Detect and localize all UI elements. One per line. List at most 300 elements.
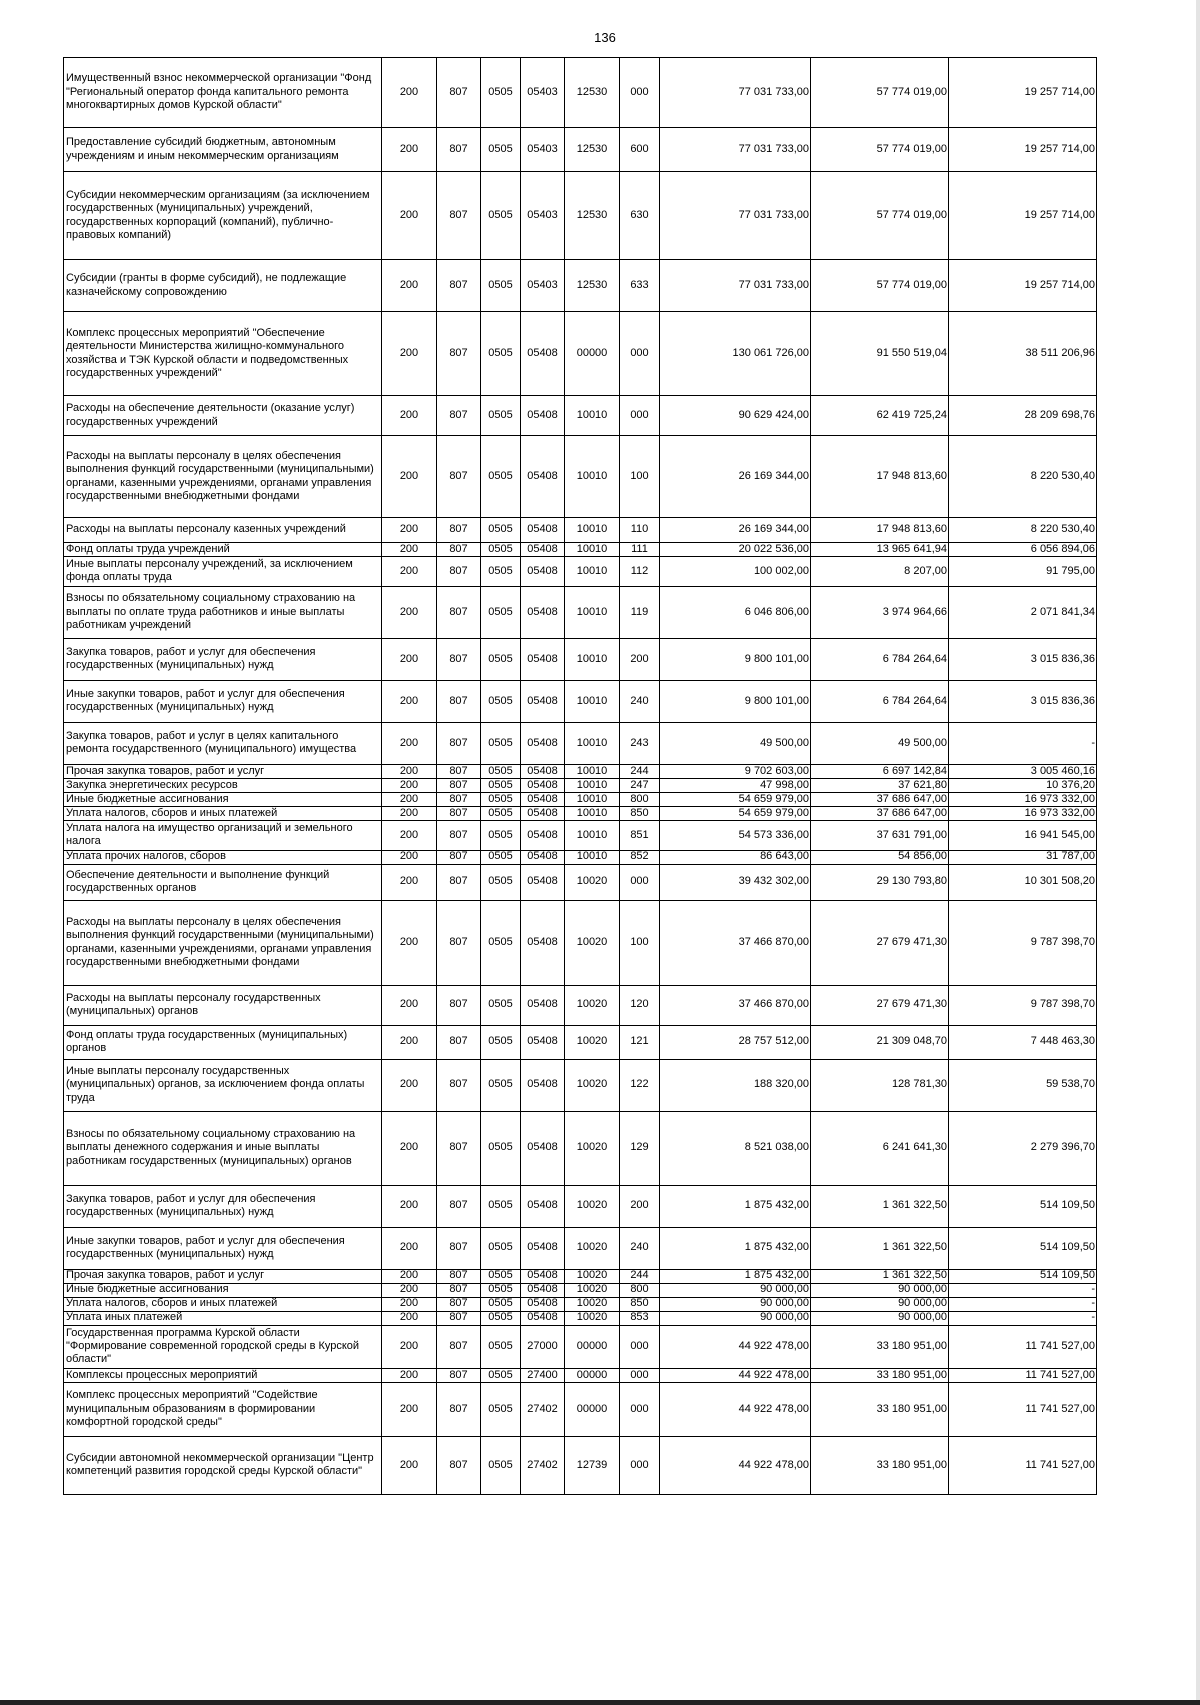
amount-cell: 1 361 322,50 bbox=[811, 1227, 949, 1269]
amount-cell: 90 000,00 bbox=[660, 1297, 811, 1311]
code-cell: 200 bbox=[382, 396, 437, 436]
table-row bbox=[64, 128, 1097, 172]
code-cell: 05408 bbox=[521, 778, 565, 792]
code-cell: 10020 bbox=[565, 1185, 620, 1227]
code-cell: 200 bbox=[382, 764, 437, 778]
code-cell: 850 bbox=[620, 1297, 660, 1311]
code-cell: 200 bbox=[382, 557, 437, 587]
code-cell: 10020 bbox=[565, 1283, 620, 1297]
code-cell: 0505 bbox=[481, 543, 521, 557]
amount-cell: 16 941 545,00 bbox=[949, 820, 1097, 850]
code-cell: 10020 bbox=[565, 1311, 620, 1325]
table-row bbox=[64, 820, 1097, 850]
code-cell: 200 bbox=[382, 436, 437, 518]
code-cell: 05408 bbox=[521, 557, 565, 587]
table-row bbox=[64, 900, 1097, 985]
code-cell: 00000 bbox=[565, 1382, 620, 1436]
code-cell: 10010 bbox=[565, 722, 620, 764]
table-row bbox=[64, 543, 1097, 557]
row-name-cell: Уплата налогов, сборов и иных платежей bbox=[64, 1297, 382, 1311]
code-cell: 0505 bbox=[481, 586, 521, 638]
amount-cell: 57 774 019,00 bbox=[811, 172, 949, 260]
amount-cell: 77 031 733,00 bbox=[660, 172, 811, 260]
code-cell: 10010 bbox=[565, 396, 620, 436]
table-row bbox=[64, 1382, 1097, 1436]
code-cell: 200 bbox=[382, 1227, 437, 1269]
code-cell: 05408 bbox=[521, 764, 565, 778]
amount-cell: 19 257 714,00 bbox=[949, 128, 1097, 172]
code-cell: 00000 bbox=[565, 312, 620, 396]
code-cell: 200 bbox=[382, 1325, 437, 1368]
row-name-cell: Иные бюджетные ассигнования bbox=[64, 792, 382, 806]
code-cell: 05408 bbox=[521, 1025, 565, 1059]
row-name-cell: Закупка товаров, работ и услуг для обеспечения государственных (муниципальных) нужд bbox=[64, 638, 382, 680]
code-cell: 0505 bbox=[481, 850, 521, 864]
table-row bbox=[64, 172, 1097, 260]
code-cell: 000 bbox=[620, 1382, 660, 1436]
code-cell: 05408 bbox=[521, 680, 565, 722]
amount-cell: 28 757 512,00 bbox=[660, 1025, 811, 1059]
code-cell: 0505 bbox=[481, 985, 521, 1025]
code-cell: 807 bbox=[437, 1227, 481, 1269]
code-cell: 0505 bbox=[481, 900, 521, 985]
code-cell: 05403 bbox=[521, 128, 565, 172]
code-cell: 05408 bbox=[521, 900, 565, 985]
code-cell: 0505 bbox=[481, 557, 521, 587]
amount-cell: 9 800 101,00 bbox=[660, 638, 811, 680]
amount-cell: 9 702 603,00 bbox=[660, 764, 811, 778]
amount-cell: 11 741 527,00 bbox=[949, 1325, 1097, 1368]
table-row bbox=[64, 1227, 1097, 1269]
row-name-cell: Иные выплаты персоналу государственных (муниципальных) органов, за исключением фонда оплаты труда bbox=[64, 1059, 382, 1111]
code-cell: 243 bbox=[620, 722, 660, 764]
amount-cell: 37 631 791,00 bbox=[811, 820, 949, 850]
code-cell: 807 bbox=[437, 1368, 481, 1382]
amount-cell: - bbox=[949, 722, 1097, 764]
amount-cell: 59 538,70 bbox=[949, 1059, 1097, 1111]
code-cell: 00000 bbox=[565, 1325, 620, 1368]
amount-cell: 38 511 206,96 bbox=[949, 312, 1097, 396]
code-cell: 10010 bbox=[565, 680, 620, 722]
amount-cell: 6 784 264,64 bbox=[811, 638, 949, 680]
code-cell: 0505 bbox=[481, 820, 521, 850]
code-cell: 10010 bbox=[565, 543, 620, 557]
row-name-cell: Уплата иных платежей bbox=[64, 1311, 382, 1325]
code-cell: 10020 bbox=[565, 864, 620, 900]
amount-cell: - bbox=[949, 1311, 1097, 1325]
amount-cell: 86 643,00 bbox=[660, 850, 811, 864]
code-cell: 0505 bbox=[481, 1368, 521, 1382]
code-cell: 112 bbox=[620, 557, 660, 587]
amount-cell: 16 973 332,00 bbox=[949, 792, 1097, 806]
code-cell: 630 bbox=[620, 172, 660, 260]
amount-cell: 37 466 870,00 bbox=[660, 985, 811, 1025]
code-cell: 129 bbox=[620, 1111, 660, 1185]
code-cell: 800 bbox=[620, 792, 660, 806]
code-cell: 200 bbox=[382, 260, 437, 312]
code-cell: 10010 bbox=[565, 792, 620, 806]
code-cell: 800 bbox=[620, 1283, 660, 1297]
code-cell: 807 bbox=[437, 820, 481, 850]
code-cell: 27402 bbox=[521, 1436, 565, 1494]
code-cell: 05408 bbox=[521, 518, 565, 543]
code-cell: 200 bbox=[382, 1185, 437, 1227]
code-cell: 807 bbox=[437, 518, 481, 543]
amount-cell: 6 056 894,06 bbox=[949, 543, 1097, 557]
table-row bbox=[64, 586, 1097, 638]
code-cell: 600 bbox=[620, 128, 660, 172]
amount-cell: 16 973 332,00 bbox=[949, 806, 1097, 820]
code-cell: 807 bbox=[437, 128, 481, 172]
code-cell: 807 bbox=[437, 806, 481, 820]
row-name-cell: Государственная программа Курской области "Формирование современной городской среды в Курской области" bbox=[64, 1325, 382, 1368]
code-cell: 10010 bbox=[565, 586, 620, 638]
code-cell: 807 bbox=[437, 260, 481, 312]
code-cell: 807 bbox=[437, 1382, 481, 1436]
code-cell: 05408 bbox=[521, 850, 565, 864]
code-cell: 05408 bbox=[521, 864, 565, 900]
amount-cell: 1 361 322,50 bbox=[811, 1269, 949, 1283]
row-name-cell: Закупка энергетических ресурсов bbox=[64, 778, 382, 792]
table-row bbox=[64, 1111, 1097, 1185]
code-cell: 200 bbox=[382, 586, 437, 638]
row-name-cell: Расходы на выплаты персоналу в целях обеспечения выполнения функций государственными (муниципальными) органами, казенными учреждениями, органами управления государственными внебюджетными фондами bbox=[64, 436, 382, 518]
code-cell: 0505 bbox=[481, 172, 521, 260]
amount-cell: 6 046 806,00 bbox=[660, 586, 811, 638]
code-cell: 0505 bbox=[481, 518, 521, 543]
table-row bbox=[64, 436, 1097, 518]
code-cell: 200 bbox=[382, 518, 437, 543]
code-cell: 12530 bbox=[565, 58, 620, 128]
code-cell: 0505 bbox=[481, 1297, 521, 1311]
code-cell: 0505 bbox=[481, 260, 521, 312]
code-cell: 807 bbox=[437, 58, 481, 128]
code-cell: 0505 bbox=[481, 1382, 521, 1436]
table-row bbox=[64, 850, 1097, 864]
code-cell: 10010 bbox=[565, 778, 620, 792]
code-cell: 200 bbox=[382, 985, 437, 1025]
row-name-cell: Обеспечение деятельности и выполнение функций государственных органов bbox=[64, 864, 382, 900]
amount-cell: 3 015 836,36 bbox=[949, 638, 1097, 680]
code-cell: 200 bbox=[382, 172, 437, 260]
row-name-cell: Комплексы процессных мероприятий bbox=[64, 1368, 382, 1382]
code-cell: 05408 bbox=[521, 985, 565, 1025]
amount-cell: 10 301 508,20 bbox=[949, 864, 1097, 900]
code-cell: 200 bbox=[382, 1269, 437, 1283]
code-cell: 807 bbox=[437, 1311, 481, 1325]
amount-cell: 37 686 647,00 bbox=[811, 806, 949, 820]
amount-cell: 3 005 460,16 bbox=[949, 764, 1097, 778]
code-cell: 200 bbox=[382, 792, 437, 806]
code-cell: 0505 bbox=[481, 764, 521, 778]
code-cell: 200 bbox=[382, 820, 437, 850]
code-cell: 10010 bbox=[565, 820, 620, 850]
code-cell: 240 bbox=[620, 680, 660, 722]
code-cell: 200 bbox=[382, 1059, 437, 1111]
amount-cell: 90 000,00 bbox=[811, 1297, 949, 1311]
code-cell: 000 bbox=[620, 1436, 660, 1494]
amount-cell: 33 180 951,00 bbox=[811, 1436, 949, 1494]
row-name-cell: Прочая закупка товаров, работ и услуг bbox=[64, 1269, 382, 1283]
code-cell: 000 bbox=[620, 1368, 660, 1382]
amount-cell: 8 521 038,00 bbox=[660, 1111, 811, 1185]
table-row bbox=[64, 1368, 1097, 1382]
amount-cell: 77 031 733,00 bbox=[660, 58, 811, 128]
table-row bbox=[64, 806, 1097, 820]
amount-cell: 7 448 463,30 bbox=[949, 1025, 1097, 1059]
amount-cell: 44 922 478,00 bbox=[660, 1325, 811, 1368]
amount-cell: 47 998,00 bbox=[660, 778, 811, 792]
amount-cell: 90 000,00 bbox=[811, 1311, 949, 1325]
amount-cell: 1 875 432,00 bbox=[660, 1185, 811, 1227]
code-cell: 05408 bbox=[521, 792, 565, 806]
code-cell: 05408 bbox=[521, 1227, 565, 1269]
table-row bbox=[64, 1269, 1097, 1283]
code-cell: 27402 bbox=[521, 1382, 565, 1436]
amount-cell: 19 257 714,00 bbox=[949, 260, 1097, 312]
amount-cell: 514 109,50 bbox=[949, 1227, 1097, 1269]
amount-cell: 49 500,00 bbox=[660, 722, 811, 764]
code-cell: 0505 bbox=[481, 1025, 521, 1059]
code-cell: 10010 bbox=[565, 638, 620, 680]
code-cell: 200 bbox=[382, 1311, 437, 1325]
code-cell: 000 bbox=[620, 396, 660, 436]
amount-cell: 2 279 396,70 bbox=[949, 1111, 1097, 1185]
code-cell: 200 bbox=[620, 638, 660, 680]
table-row bbox=[64, 764, 1097, 778]
amount-cell: 28 209 698,76 bbox=[949, 396, 1097, 436]
code-cell: 05408 bbox=[521, 1185, 565, 1227]
code-cell: 119 bbox=[620, 586, 660, 638]
code-cell: 0505 bbox=[481, 128, 521, 172]
amount-cell: 11 741 527,00 bbox=[949, 1368, 1097, 1382]
code-cell: 807 bbox=[437, 586, 481, 638]
code-cell: 100 bbox=[620, 900, 660, 985]
table-row bbox=[64, 1025, 1097, 1059]
amount-cell: 37 621,80 bbox=[811, 778, 949, 792]
code-cell: 121 bbox=[620, 1025, 660, 1059]
amount-cell: 44 922 478,00 bbox=[660, 1368, 811, 1382]
code-cell: 0505 bbox=[481, 1436, 521, 1494]
amount-cell: 17 948 813,60 bbox=[811, 436, 949, 518]
code-cell: 200 bbox=[382, 778, 437, 792]
code-cell: 807 bbox=[437, 722, 481, 764]
table-row bbox=[64, 722, 1097, 764]
code-cell: 200 bbox=[382, 900, 437, 985]
code-cell: 200 bbox=[382, 806, 437, 820]
budget-table bbox=[63, 57, 1097, 1495]
amount-cell: 17 948 813,60 bbox=[811, 518, 949, 543]
code-cell: 10020 bbox=[565, 900, 620, 985]
code-cell: 27400 bbox=[521, 1368, 565, 1382]
code-cell: 807 bbox=[437, 1185, 481, 1227]
row-name-cell: Комплекс процессных мероприятий "Обеспечение деятельности Министерства жилищно-коммунального хозяйства и ТЭК Курской области и подведомственных государственных учреждений" bbox=[64, 312, 382, 396]
code-cell: 0505 bbox=[481, 1111, 521, 1185]
amount-cell: 11 741 527,00 bbox=[949, 1382, 1097, 1436]
code-cell: 807 bbox=[437, 1283, 481, 1297]
amount-cell: 57 774 019,00 bbox=[811, 58, 949, 128]
code-cell: 0505 bbox=[481, 1325, 521, 1368]
code-cell: 12530 bbox=[565, 260, 620, 312]
code-cell: 200 bbox=[382, 312, 437, 396]
amount-cell: 27 679 471,30 bbox=[811, 985, 949, 1025]
code-cell: 0505 bbox=[481, 864, 521, 900]
amount-cell: 62 419 725,24 bbox=[811, 396, 949, 436]
code-cell: 807 bbox=[437, 1297, 481, 1311]
row-name-cell: Взносы по обязательному социальному страхованию на выплаты по оплате труда работников и иные выплаты работникам учреждений bbox=[64, 586, 382, 638]
row-name-cell: Субсидии автономной некоммерческой организации "Центр компетенций развития городской среды Курской области" bbox=[64, 1436, 382, 1494]
row-name-cell: Закупка товаров, работ и услуг в целях капитального ремонта государственного (муниципального) имущества bbox=[64, 722, 382, 764]
amount-cell: 31 787,00 bbox=[949, 850, 1097, 864]
code-cell: 200 bbox=[382, 638, 437, 680]
amount-cell: 3 974 964,66 bbox=[811, 586, 949, 638]
table-row bbox=[64, 1311, 1097, 1325]
amount-cell: 54 659 979,00 bbox=[660, 806, 811, 820]
code-cell: 12530 bbox=[565, 172, 620, 260]
amount-cell: 54 856,00 bbox=[811, 850, 949, 864]
amount-cell: 29 130 793,80 bbox=[811, 864, 949, 900]
row-name-cell: Фонд оплаты труда учреждений bbox=[64, 543, 382, 557]
code-cell: 852 bbox=[620, 850, 660, 864]
row-name-cell: Расходы на выплаты персоналу в целях обеспечения выполнения функций государственными (муниципальными) органами, казенными учреждениями, органами управления государственными внебюджетными фондами bbox=[64, 900, 382, 985]
table-row bbox=[64, 518, 1097, 543]
code-cell: 0505 bbox=[481, 1227, 521, 1269]
code-cell: 05408 bbox=[521, 1297, 565, 1311]
amount-cell: 9 787 398,70 bbox=[949, 985, 1097, 1025]
table-row bbox=[64, 1185, 1097, 1227]
code-cell: 633 bbox=[620, 260, 660, 312]
code-cell: 240 bbox=[620, 1227, 660, 1269]
code-cell: 200 bbox=[382, 128, 437, 172]
code-cell: 200 bbox=[382, 1283, 437, 1297]
table-row bbox=[64, 778, 1097, 792]
code-cell: 200 bbox=[382, 864, 437, 900]
table-row bbox=[64, 260, 1097, 312]
row-name-cell: Прочая закупка товаров, работ и услуг bbox=[64, 764, 382, 778]
row-name-cell: Расходы на обеспечение деятельности (оказание услуг) государственных учреждений bbox=[64, 396, 382, 436]
row-name-cell: Уплата налогов, сборов и иных платежей bbox=[64, 806, 382, 820]
amount-cell: 44 922 478,00 bbox=[660, 1436, 811, 1494]
page-number: 136 bbox=[594, 30, 616, 45]
row-name-cell: Субсидии некоммерческим организациям (за исключением государственных (муниципальных) учреждений, государственных корпораций (компаний), публично-правовых компаний) bbox=[64, 172, 382, 260]
code-cell: 000 bbox=[620, 312, 660, 396]
code-cell: 200 bbox=[382, 1111, 437, 1185]
amount-cell: 10 376,20 bbox=[949, 778, 1097, 792]
code-cell: 110 bbox=[620, 518, 660, 543]
row-name-cell: Взносы по обязательному социальному страхованию на выплаты денежного содержания и иные выплаты работникам государственных (муниципальных) органов bbox=[64, 1111, 382, 1185]
row-name-cell: Иные закупки товаров, работ и услуг для обеспечения государственных (муниципальных) нужд bbox=[64, 680, 382, 722]
code-cell: 807 bbox=[437, 638, 481, 680]
amount-cell: 9 787 398,70 bbox=[949, 900, 1097, 985]
amount-cell: 11 741 527,00 bbox=[949, 1436, 1097, 1494]
code-cell: 10020 bbox=[565, 985, 620, 1025]
row-name-cell: Имущественный взнос некоммерческой организации "Фонд "Региональный оператор фонда капитального ремонта многоквартирных домов Курской области" bbox=[64, 58, 382, 128]
amount-cell: 20 022 536,00 bbox=[660, 543, 811, 557]
code-cell: 0505 bbox=[481, 1283, 521, 1297]
amount-cell: 9 800 101,00 bbox=[660, 680, 811, 722]
code-cell: 05408 bbox=[521, 586, 565, 638]
code-cell: 200 bbox=[382, 1368, 437, 1382]
code-cell: 05408 bbox=[521, 1059, 565, 1111]
code-cell: 807 bbox=[437, 864, 481, 900]
code-cell: 807 bbox=[437, 436, 481, 518]
amount-cell: 27 679 471,30 bbox=[811, 900, 949, 985]
table-row bbox=[64, 557, 1097, 587]
code-cell: 05408 bbox=[521, 436, 565, 518]
amount-cell: 8 207,00 bbox=[811, 557, 949, 587]
code-cell: 100 bbox=[620, 436, 660, 518]
code-cell: 0505 bbox=[481, 680, 521, 722]
code-cell: 10010 bbox=[565, 557, 620, 587]
code-cell: 244 bbox=[620, 764, 660, 778]
code-cell: 05408 bbox=[521, 1269, 565, 1283]
amount-cell: 130 061 726,00 bbox=[660, 312, 811, 396]
amount-cell: 6 697 142,84 bbox=[811, 764, 949, 778]
amount-cell: 91 795,00 bbox=[949, 557, 1097, 587]
amount-cell: 54 573 336,00 bbox=[660, 820, 811, 850]
row-name-cell: Иные бюджетные ассигнования bbox=[64, 1283, 382, 1297]
amount-cell: 128 781,30 bbox=[811, 1059, 949, 1111]
row-name-cell: Комплекс процессных мероприятий "Содействие муниципальным образованиям в формировании комфортной городской среды" bbox=[64, 1382, 382, 1436]
code-cell: 12739 bbox=[565, 1436, 620, 1494]
code-cell: 850 bbox=[620, 806, 660, 820]
table-row bbox=[64, 312, 1097, 396]
amount-cell: 8 220 530,40 bbox=[949, 518, 1097, 543]
code-cell: 0505 bbox=[481, 396, 521, 436]
row-name-cell: Расходы на выплаты персоналу казенных учреждений bbox=[64, 518, 382, 543]
code-cell: 0505 bbox=[481, 792, 521, 806]
table-row bbox=[64, 792, 1097, 806]
code-cell: 807 bbox=[437, 396, 481, 436]
amount-cell: 188 320,00 bbox=[660, 1059, 811, 1111]
code-cell: 05408 bbox=[521, 1283, 565, 1297]
table-row bbox=[64, 1325, 1097, 1368]
table-row bbox=[64, 396, 1097, 436]
code-cell: 05403 bbox=[521, 58, 565, 128]
code-cell: 0505 bbox=[481, 778, 521, 792]
code-cell: 244 bbox=[620, 1269, 660, 1283]
table-row bbox=[64, 864, 1097, 900]
code-cell: 05408 bbox=[521, 312, 565, 396]
amount-cell: 49 500,00 bbox=[811, 722, 949, 764]
amount-cell: 26 169 344,00 bbox=[660, 436, 811, 518]
row-name-cell: Предоставление субсидий бюджетным, автономным учреждениям и иным некоммерческим организациям bbox=[64, 128, 382, 172]
row-name-cell: Иные закупки товаров, работ и услуг для обеспечения государственных (муниципальных) нужд bbox=[64, 1227, 382, 1269]
code-cell: 111 bbox=[620, 543, 660, 557]
code-cell: 10020 bbox=[565, 1269, 620, 1283]
code-cell: 807 bbox=[437, 792, 481, 806]
code-cell: 200 bbox=[382, 1297, 437, 1311]
table-row bbox=[64, 638, 1097, 680]
code-cell: 000 bbox=[620, 864, 660, 900]
row-name-cell: Иные выплаты персоналу учреждений, за исключением фонда оплаты труда bbox=[64, 557, 382, 587]
amount-cell: 8 220 530,40 bbox=[949, 436, 1097, 518]
table-row bbox=[64, 58, 1097, 128]
code-cell: 247 bbox=[620, 778, 660, 792]
amount-cell: 21 309 048,70 bbox=[811, 1025, 949, 1059]
table-row bbox=[64, 985, 1097, 1025]
code-cell: 807 bbox=[437, 1269, 481, 1283]
code-cell: 05408 bbox=[521, 722, 565, 764]
code-cell: 10010 bbox=[565, 806, 620, 820]
code-cell: 10010 bbox=[565, 764, 620, 778]
code-cell: 05408 bbox=[521, 1111, 565, 1185]
code-cell: 0505 bbox=[481, 1059, 521, 1111]
amount-cell: 37 466 870,00 bbox=[660, 900, 811, 985]
code-cell: 200 bbox=[382, 722, 437, 764]
code-cell: 0505 bbox=[481, 312, 521, 396]
code-cell: 807 bbox=[437, 543, 481, 557]
